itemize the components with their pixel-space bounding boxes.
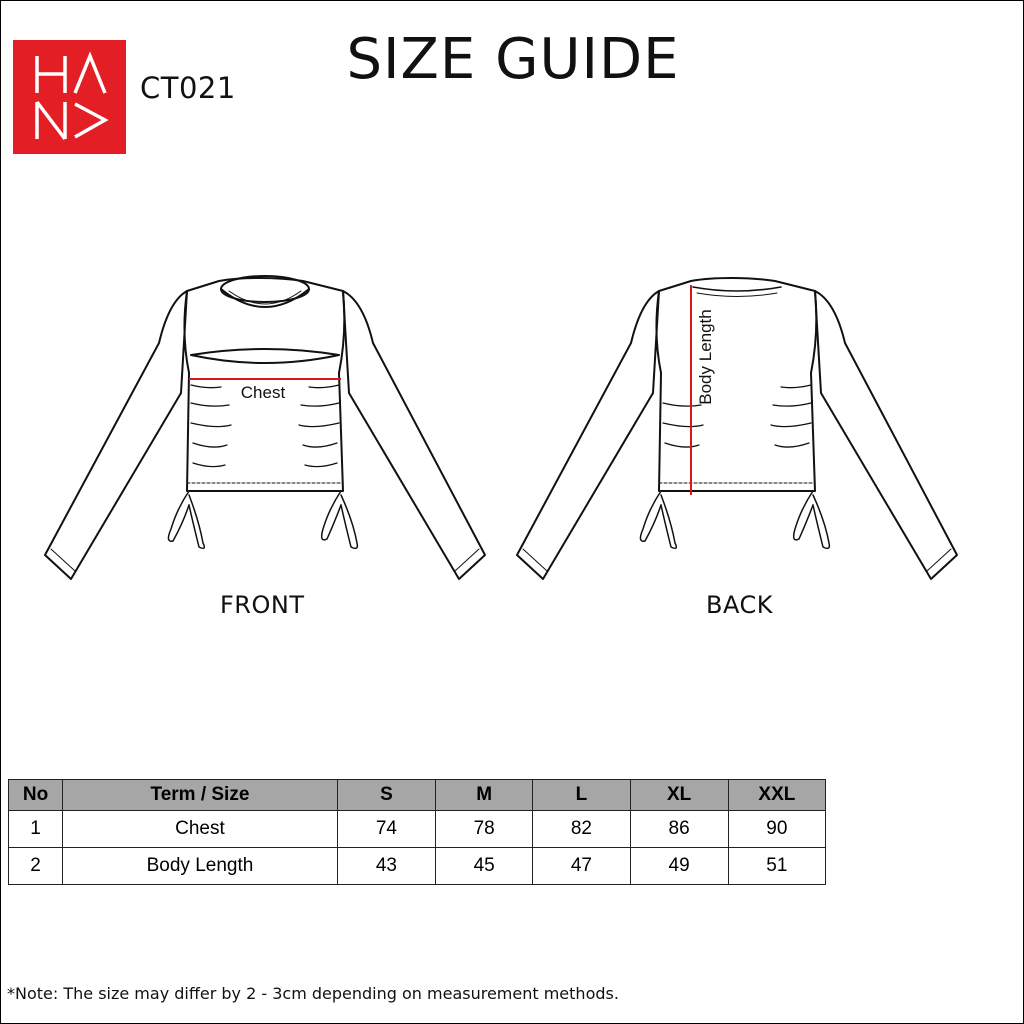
front-view-label: FRONT (220, 591, 305, 619)
table-cell: 47 (533, 848, 630, 885)
measurement-note: *Note: The size may differ by 2 - 3cm depending on measurement methods. (7, 984, 619, 1003)
chest-measure-label: Chest (240, 383, 286, 402)
front-garment-sketch (41, 273, 491, 593)
header-cell: L (533, 780, 630, 811)
table-row (9, 811, 826, 848)
table-cell: 1 (9, 811, 63, 848)
table-cell: 51 (728, 848, 825, 885)
table-cell: 78 (436, 811, 533, 848)
table-cell: 49 (630, 848, 728, 885)
table-cell: 86 (630, 811, 728, 848)
product-code: CT021 (140, 71, 236, 105)
header-cell: Term / Size (63, 780, 338, 811)
table-cell: Chest (63, 811, 338, 848)
size-table (8, 779, 826, 885)
table-cell: 90 (728, 811, 825, 848)
table-cell: 82 (533, 811, 630, 848)
table-cell: 43 (337, 848, 435, 885)
table-header-row (9, 780, 826, 811)
table-cell: 45 (436, 848, 533, 885)
table-cell: 2 (9, 848, 63, 885)
header-cell: XL (630, 780, 728, 811)
header-cell: No (9, 780, 63, 811)
table-row (9, 848, 826, 885)
header-cell: S (337, 780, 435, 811)
back-view-label: BACK (706, 591, 773, 619)
header-cell: XXL (728, 780, 825, 811)
table-cell: 74 (337, 811, 435, 848)
table-cell: Body Length (63, 848, 338, 885)
header-cell: M (436, 780, 533, 811)
page-title: SIZE GUIDE (346, 27, 680, 92)
back-garment-sketch (513, 273, 963, 593)
body-length-measure-label: Body Length (696, 309, 715, 405)
